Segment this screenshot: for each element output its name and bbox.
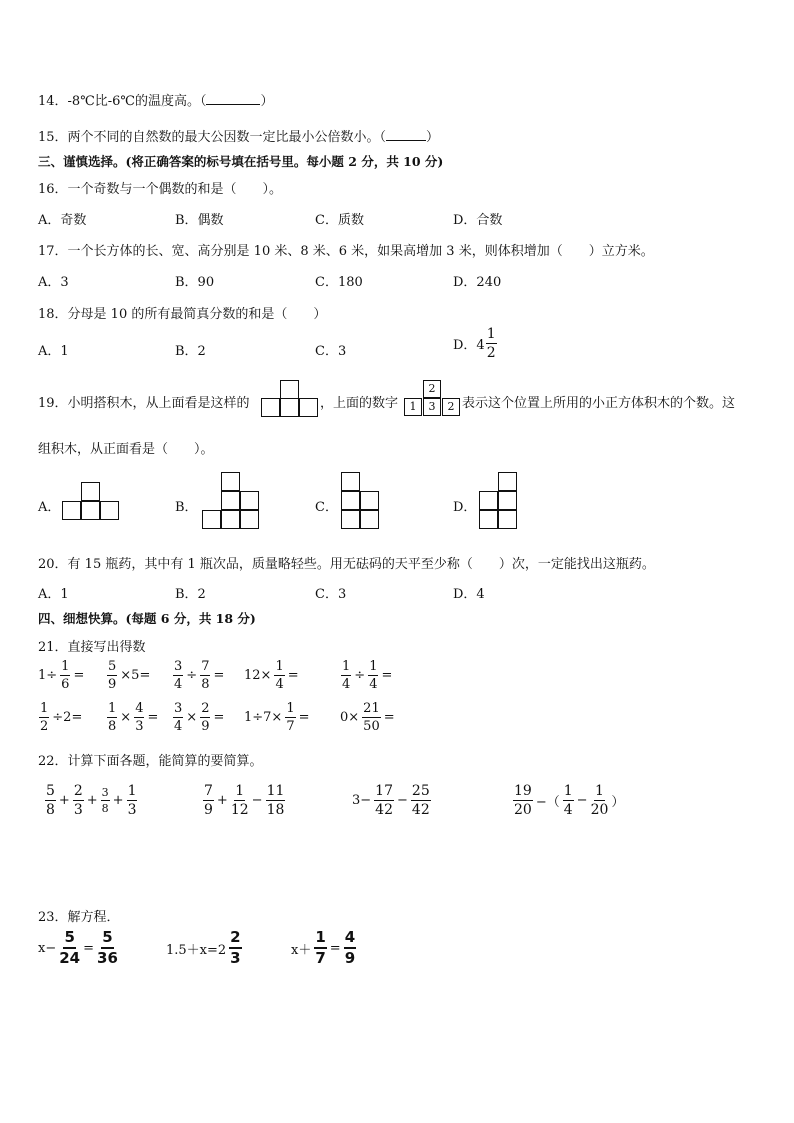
prefix: x＋	[291, 942, 312, 958]
numerator: 1	[275, 659, 284, 674]
fraction	[101, 787, 110, 814]
q21-row2-item-2	[106, 702, 158, 733]
fraction	[200, 660, 210, 691]
block-square	[62, 501, 81, 520]
denominator: 2	[40, 719, 49, 734]
question-14-text: 14．-8℃比-6℃的温度高。（	[38, 94, 207, 109]
denominator: 4	[174, 719, 183, 734]
block-square	[261, 398, 280, 417]
question-14	[38, 90, 273, 109]
question-15	[38, 126, 439, 145]
numerator: 4	[135, 701, 144, 716]
q16-option-d[interactable]: D．合数	[453, 213, 503, 228]
denominator: 9	[204, 802, 213, 818]
block-square	[280, 380, 299, 399]
denominator: 2	[486, 345, 496, 361]
q16-option-a[interactable]: A．奇数	[38, 213, 87, 228]
question-21-title: 21．直接写出得数	[38, 640, 146, 655]
block-square	[360, 491, 379, 510]
block-square	[221, 491, 240, 510]
denominator: 4	[275, 677, 284, 692]
numerator: 1	[369, 659, 378, 674]
prefix: x−	[38, 940, 57, 956]
numerator: 1	[61, 659, 70, 674]
numerator: 1	[563, 783, 573, 799]
block-square	[299, 398, 318, 417]
numerator: 17	[375, 783, 393, 799]
equals: =	[329, 940, 341, 956]
q17-option-b[interactable]: B．90	[175, 275, 215, 290]
numerator: 21	[363, 701, 380, 716]
answer-blank[interactable]	[206, 92, 260, 105]
fraction	[513, 784, 533, 817]
denominator: 9	[201, 719, 210, 734]
operator: −	[251, 793, 263, 808]
q16-option-c[interactable]: C．质数	[315, 213, 364, 228]
numerator: 2	[73, 783, 83, 799]
operator: ×	[186, 710, 198, 725]
numerator: 7	[204, 783, 213, 799]
denominator: 4	[563, 802, 573, 818]
denominator: 4	[369, 677, 378, 692]
numerator: 1	[40, 701, 49, 716]
denominator: 4	[342, 677, 351, 692]
q22-expression-2	[202, 784, 286, 817]
section-3-heading: 三、谨慎选择。(将正确答案的标号填在括号里。每小题 2 分，共 10 分)	[38, 154, 444, 169]
question-22-title: 22．计算下面各题，能简算的要简算。	[38, 754, 263, 769]
equals: =	[287, 668, 299, 683]
fraction	[97, 930, 118, 966]
section-4-heading: 四、细想快算。(每题 6 分，共 18 分)	[38, 611, 256, 626]
number-cell: 2	[442, 398, 460, 416]
denominator: 3	[73, 802, 83, 818]
q22-expression-4	[512, 784, 624, 817]
fraction	[127, 784, 138, 817]
operator: +	[86, 793, 98, 808]
question-17-text: 17．一个长方体的长、宽、高分别是 10 米、8 米、6 米，如果高增加 3 米，则体积增加（ ）立方米。	[38, 244, 654, 259]
number-cell: 2	[423, 380, 441, 398]
fraction	[173, 660, 183, 691]
q18-option-a[interactable]: A．1	[38, 344, 69, 359]
denominator: 42	[375, 802, 393, 818]
fraction	[285, 702, 295, 733]
block-square	[498, 472, 517, 491]
denominator: 12	[230, 802, 249, 818]
q19-top-view-figure	[261, 378, 321, 418]
fraction	[591, 784, 609, 817]
q19-option-a-figure[interactable]	[62, 482, 122, 522]
q21-row2-item-4	[244, 702, 310, 733]
q18-option-d-fraction	[486, 327, 497, 360]
q21-row2-item-5	[340, 702, 395, 733]
q21-row1-item-4	[244, 660, 299, 691]
q20-option-b[interactable]: B．2	[175, 587, 206, 602]
equals: =	[73, 668, 85, 683]
fraction	[39, 702, 49, 733]
q19-option-c[interactable]: C．	[315, 500, 338, 515]
q16-option-b[interactable]: B．偶数	[175, 213, 224, 228]
numerator: 2	[201, 701, 210, 716]
operator: −	[397, 793, 408, 808]
question-15-text: 15．两个不同的自然数的最大公因数一定比最小公倍数小。（	[38, 130, 387, 145]
operator: ÷	[186, 668, 198, 683]
prefix: 12×	[244, 668, 272, 683]
question-16-text: 16．一个奇数与一个偶数的和是（ ）。	[38, 182, 283, 197]
q23-equation-1	[38, 930, 119, 966]
denominator: 9	[108, 677, 117, 692]
operator: +	[58, 793, 70, 808]
q19-option-d[interactable]: D．	[453, 500, 477, 515]
block-square	[341, 472, 360, 491]
prefix: 1.5＋x=2	[166, 942, 227, 958]
denominator: 20	[514, 802, 532, 818]
q19-option-c-figure[interactable]	[341, 472, 381, 534]
question-19-line2: 组积木，从正面看是（ ）。	[38, 442, 214, 457]
question-14-close: ）	[260, 94, 274, 109]
fraction	[107, 702, 117, 733]
numerator: 3	[174, 659, 183, 674]
block-square	[479, 510, 498, 529]
numerator: 19	[514, 783, 532, 799]
denominator: 18	[266, 802, 285, 818]
prefix: 3−	[352, 793, 372, 808]
fraction	[362, 702, 381, 733]
q23-equation-3	[291, 930, 357, 966]
fraction	[274, 660, 284, 691]
q18-option-c[interactable]: C．3	[315, 344, 347, 359]
q18-option-b[interactable]: B．2	[175, 344, 206, 359]
denominator: 4	[174, 677, 183, 692]
block-square	[221, 510, 240, 529]
q21-row2-item-1	[38, 702, 82, 733]
numerator: 5	[101, 930, 113, 949]
denominator: 8	[46, 802, 55, 818]
question-23-title: 23．解方程．	[38, 910, 120, 925]
question-18-text: 18．分母是 10 的所有最简真分数的和是（ ）	[38, 307, 327, 322]
q18-option-d[interactable]	[453, 327, 498, 360]
denominator: 8	[201, 677, 210, 692]
operator: +	[112, 793, 124, 808]
number-cell: 1	[404, 398, 422, 416]
fraction	[73, 784, 84, 817]
block-square	[341, 510, 360, 529]
q19-option-b[interactable]: B．	[175, 500, 198, 515]
question-20-text: 20．有 15 瓶药，其中有 1 瓶次品，质量略轻些。用无砝码的天平至少称（ ）次，一定能找出这瓶药。	[38, 557, 655, 572]
fraction	[134, 702, 144, 733]
operator: −	[576, 793, 588, 808]
numerator: 1	[595, 783, 604, 799]
numerator: 5	[108, 659, 117, 674]
fraction	[229, 930, 241, 966]
prefix: 1÷7×	[244, 710, 283, 725]
block-square	[81, 482, 100, 501]
denominator: 3	[230, 949, 241, 967]
operator: −（	[535, 795, 560, 810]
q19-option-b-figure[interactable]	[202, 472, 262, 534]
block-square	[240, 510, 259, 529]
numerator: 3	[101, 786, 109, 799]
q18-option-d-label: D．4	[453, 338, 485, 353]
q17-option-a[interactable]: A．3	[38, 275, 69, 290]
block-square	[81, 501, 100, 520]
operator: +	[216, 793, 228, 808]
numerator: 1	[235, 783, 245, 799]
q21-row1-item-1	[38, 660, 84, 691]
denominator: 7	[286, 719, 295, 734]
denominator: 42	[411, 802, 430, 818]
numerator: 4	[344, 930, 356, 949]
operator: ×	[120, 710, 132, 725]
numerator: 25	[411, 783, 430, 799]
q21-row1-item-3	[172, 660, 224, 691]
q20-option-a[interactable]: A．1	[38, 587, 69, 602]
denominator: 20	[590, 802, 609, 818]
denominator: 3	[135, 719, 144, 734]
numerator: 11	[266, 783, 285, 799]
block-square	[479, 491, 498, 510]
fraction	[411, 784, 431, 817]
q21-row2-item-3	[172, 702, 224, 733]
fraction	[59, 930, 80, 966]
numerator: 1	[127, 783, 137, 799]
q23-equation-2	[166, 930, 243, 966]
fraction	[173, 702, 183, 733]
numerator: 2	[229, 930, 241, 949]
fraction	[203, 784, 214, 817]
equals: =	[83, 940, 95, 956]
denominator: 9	[344, 949, 356, 967]
close-paren: ）	[611, 795, 625, 810]
fraction	[231, 784, 249, 817]
prefix: 0×	[340, 710, 360, 725]
q20-option-c[interactable]: C．3	[315, 587, 347, 602]
fraction	[344, 930, 356, 966]
equals: =	[383, 710, 395, 725]
numerator: 1	[486, 326, 496, 342]
question-19-part3: 表示这个位置上所用的小正方体积木的个数。这	[462, 396, 736, 411]
equals: =	[213, 668, 225, 683]
fraction	[200, 702, 210, 733]
fraction	[374, 784, 394, 817]
fraction	[45, 784, 56, 817]
numerator: 5	[63, 930, 75, 949]
denominator: 6	[61, 677, 70, 692]
q17-option-d[interactable]: D．240	[453, 275, 502, 290]
q20-option-d[interactable]: D．4	[453, 587, 485, 602]
denominator: 3	[127, 802, 137, 818]
q21-row1-item-5	[340, 660, 392, 691]
fraction	[107, 660, 117, 691]
block-square	[341, 491, 360, 510]
equals: =	[298, 710, 310, 725]
block-square	[240, 491, 259, 510]
denominator: 24	[59, 949, 81, 967]
block-square	[221, 472, 240, 491]
numerator: 1	[286, 701, 295, 716]
fraction	[368, 660, 378, 691]
q22-expression-1	[44, 784, 138, 817]
operator: ÷2=	[52, 710, 83, 725]
q21-row1-item-2	[106, 660, 150, 691]
block-square	[280, 398, 299, 417]
prefix: 1÷	[38, 668, 58, 683]
number-cell: 3	[423, 398, 441, 416]
denominator: 8	[101, 802, 109, 815]
q22-expression-3	[352, 784, 432, 817]
block-square	[498, 491, 517, 510]
fraction	[266, 784, 286, 817]
fraction	[563, 784, 574, 817]
q17-option-c[interactable]: C．180	[315, 275, 363, 290]
equals: =	[147, 710, 159, 725]
fraction	[314, 930, 326, 966]
denominator: 36	[97, 949, 118, 967]
question-19-part1: 19．小明搭积木，从上面看是这样的	[38, 396, 250, 411]
operator: ÷	[354, 668, 366, 683]
block-square	[360, 510, 379, 529]
question-15-close: ）	[426, 130, 440, 145]
numerator: 5	[46, 783, 55, 799]
operator: ×5=	[120, 668, 151, 683]
numerator: 7	[201, 659, 210, 674]
answer-blank[interactable]	[386, 128, 426, 141]
q19-number-figure	[404, 380, 464, 420]
numerator: 1	[314, 930, 326, 949]
equals: =	[381, 668, 393, 683]
numerator: 1	[342, 659, 351, 674]
fraction	[341, 660, 351, 691]
numerator: 1	[108, 701, 117, 716]
q19-option-d-figure[interactable]	[479, 472, 519, 534]
fraction	[60, 660, 70, 691]
denominator: 7	[315, 949, 326, 967]
block-square	[202, 510, 221, 529]
numerator: 3	[174, 701, 183, 716]
denominator: 8	[108, 719, 117, 734]
question-19-part2: ，上面的数字	[320, 396, 399, 411]
denominator: 50	[363, 719, 380, 734]
q19-option-a[interactable]: A．	[38, 500, 61, 515]
equals: =	[213, 710, 225, 725]
block-square	[498, 510, 517, 529]
block-square	[100, 501, 119, 520]
